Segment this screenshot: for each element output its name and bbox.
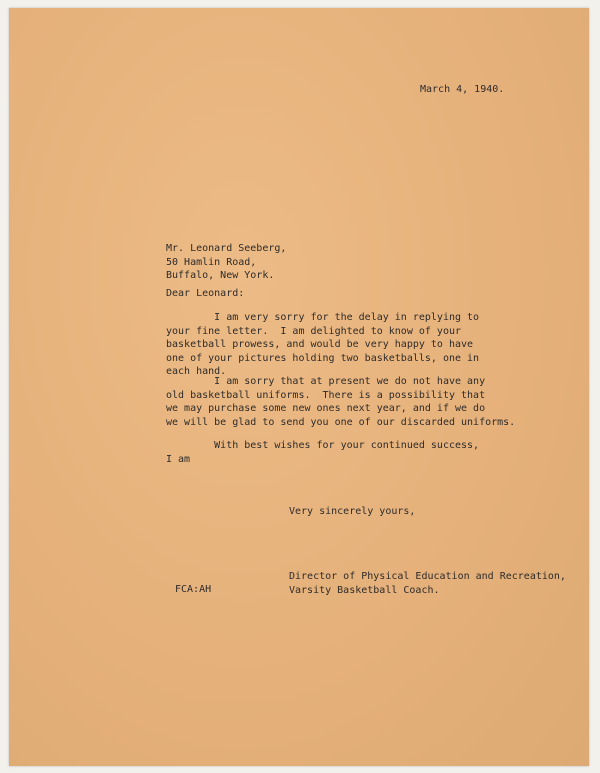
- body-paragraph-2: I am sorry that at present we do not have any old basketball uniforms. There is a possibility that we may purchase some new ones next year, and if we do we will be glad to send you one of our discarded uniforms.: [166, 376, 516, 428]
- reference-initials: FCA:AH: [175, 584, 212, 595]
- complimentary-closing: Very sincerely yours,: [289, 506, 416, 517]
- body-paragraph-1: I am very sorry for the delay in replying to your fine letter. I am delighted to know of your basketball prowess, and would be very happy to have one of your pictures holding two basketballs, one in each hand.: [166, 312, 480, 377]
- body-paragraph-3: With best wishes for your continued success, I am: [166, 440, 480, 465]
- letter-date: March 4, 1940.: [420, 84, 505, 95]
- letter-page: [9, 8, 589, 766]
- signature-block: Director of Physical Education and Recreation, Varsity Basketball Coach.: [289, 571, 566, 596]
- recipient-address: Mr. Leonard Seeberg, 50 Hamlin Road, Buffalo, New York.: [166, 243, 287, 281]
- salutation: Dear Leonard:: [166, 288, 245, 299]
